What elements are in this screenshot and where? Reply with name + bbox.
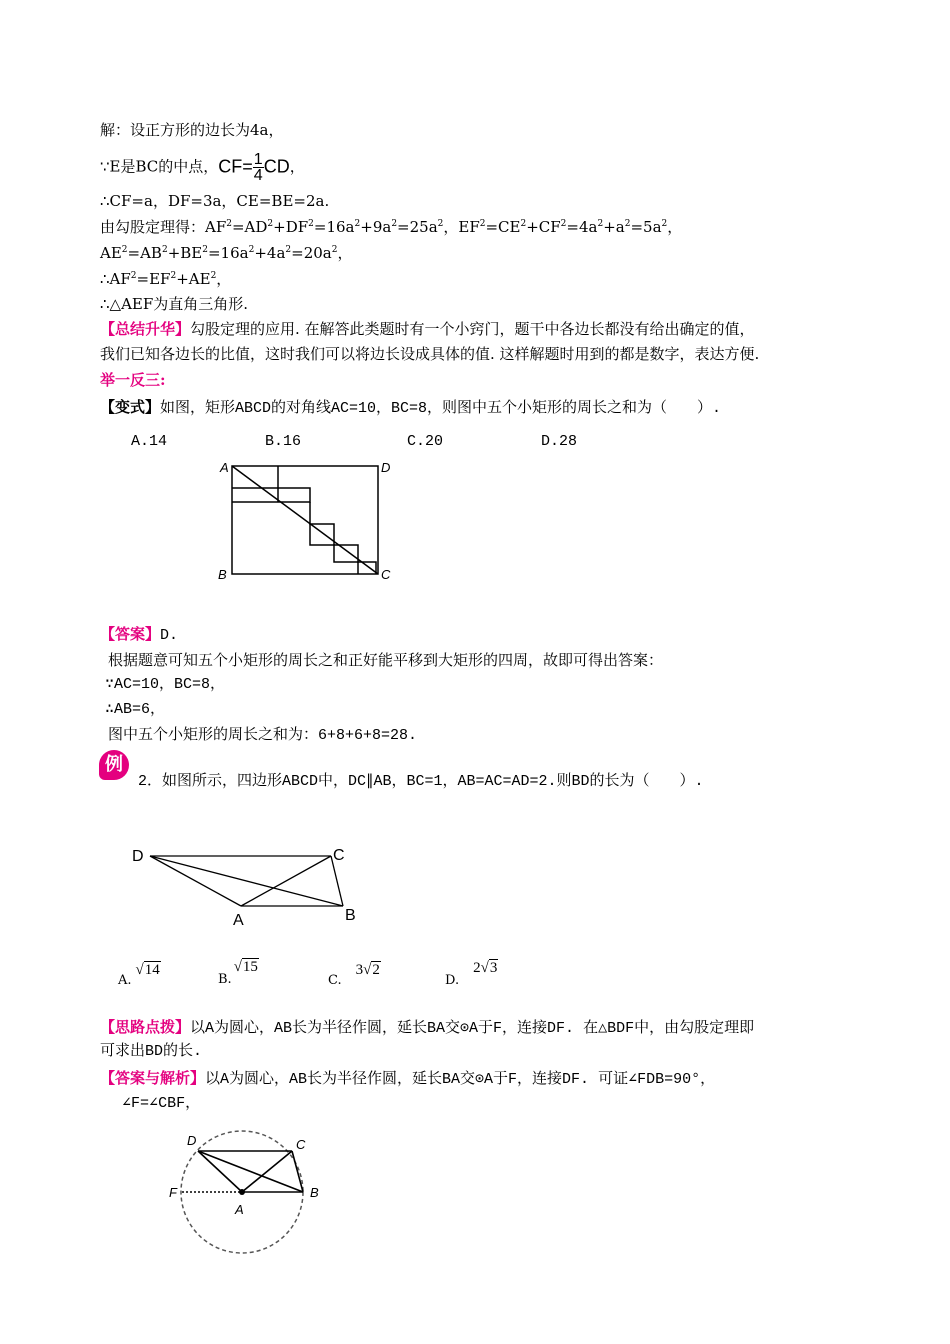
example2-option-d: [445, 958, 498, 988]
label-d: D: [187, 1133, 197, 1148]
example2-option-b: [218, 957, 259, 987]
t: =16a: [313, 218, 355, 236]
staircase: [310, 502, 376, 574]
summary-line-1: [100, 319, 755, 339]
example2-option-a: [118, 960, 161, 988]
practice-question: [100, 397, 721, 419]
fraction-denominator: 4: [253, 167, 263, 184]
cf-text: CF=: [218, 156, 253, 177]
sup: 2: [597, 219, 604, 229]
hint-line-1: [100, 1017, 754, 1039]
sup: 2: [520, 219, 527, 229]
radicand: 14: [144, 962, 160, 978]
example2-question: 2．如图所示，四边形ABCD中，DC∥AB，BC=1，AB=AC=AD=2.则BD的长为（ ）.: [138, 773, 704, 790]
label-c: C: [333, 847, 345, 864]
quadrilateral-figure: [125, 840, 370, 930]
answer-explain-1: 根据题意可知五个小矩形的周长之和正好能平移到大矩形的四周，故即可得出答案：: [108, 651, 664, 669]
label-a: A: [220, 460, 229, 475]
t: +BE: [167, 244, 203, 262]
sup: 2: [560, 219, 567, 229]
small-rect-1: [232, 466, 278, 488]
coefficient: 2: [473, 960, 481, 976]
label-b: B: [218, 567, 227, 582]
comma: ，: [289, 157, 305, 176]
t: AE: [100, 244, 122, 262]
option-b-label: B.: [218, 972, 232, 987]
solution-line-6: [100, 269, 231, 289]
t: +9a: [360, 218, 392, 236]
label-b: B: [345, 907, 356, 924]
analysis-line-2: ∠F=∠CBF，: [122, 1095, 201, 1112]
t: ∴AF: [100, 270, 131, 288]
summary-tag: 【总结升华】: [100, 320, 191, 338]
t: +a: [603, 218, 625, 236]
cf-formula: [218, 152, 289, 183]
solution-line-2: [100, 152, 305, 183]
solution-line-1: 解：设正方形的边长为4a，: [100, 121, 284, 139]
option-d-value: 2√3: [473, 960, 498, 976]
practice-heading: 举一反三:: [100, 371, 166, 389]
t: =25a: [397, 218, 438, 236]
radicand: 15: [242, 959, 258, 975]
t: =16a: [207, 244, 249, 262]
sup: 2: [267, 219, 274, 229]
sup: 2: [248, 245, 255, 255]
t: +4a: [254, 244, 286, 262]
hint-tag: 【思路点拨】: [100, 1018, 191, 1036]
segment-cb: [292, 1151, 303, 1192]
rectangle-figure: [210, 458, 400, 588]
answer-explain-3: ∴AB=6，: [105, 701, 166, 718]
label-f: F: [169, 1185, 177, 1200]
analysis-line-1: [100, 1068, 715, 1090]
sup: 2: [437, 219, 444, 229]
sup: 2: [331, 245, 338, 255]
label-c: C: [381, 567, 391, 582]
variant-tag: 【变式】: [100, 398, 161, 416]
hint-text-1: 以A为圆心，AB长为半径作圆，延长BA交⊙A于F，连接DF. 在△BDF中，由勾股定理即: [190, 1020, 755, 1037]
option-a-value: √14: [135, 962, 160, 978]
segment-db: [150, 856, 343, 906]
label-a: A: [235, 1202, 244, 1217]
coefficient: 3: [355, 962, 364, 978]
cd-text: CD: [263, 156, 290, 177]
fraction-numerator: 1: [253, 151, 263, 168]
answer-explain-4: 图中五个小矩形的周长之和为：6+8+6+8=28.: [108, 727, 418, 744]
sup: 2: [308, 219, 314, 229]
circle-figure: [160, 1125, 340, 1260]
analysis-text-1: 以A为圆心，AB长为半径作圆，延长BA交⊙A于F，连接DF. 可证∠FDB=90°，: [205, 1071, 716, 1088]
sup: 2: [210, 271, 217, 281]
sup: 2: [479, 219, 486, 229]
radicand: 2: [372, 962, 380, 978]
t: ，: [337, 244, 353, 262]
sup: 2: [121, 245, 128, 255]
segment-da: [150, 856, 241, 906]
answer-tag: 【答案】: [100, 625, 161, 643]
answer-value: D.: [160, 627, 179, 644]
option-b-value: √15: [233, 959, 258, 975]
t: +CF: [526, 218, 561, 236]
solution-line-3: ∴CF=a，DF=3a，CE=BE=2a.: [100, 192, 330, 210]
summary-line-2: 我们已知各边长的比值，这时我们可以将边长设成具体的值. 这样解题时用到的都是数字，表达方便.: [100, 345, 760, 363]
label-c: C: [296, 1137, 306, 1152]
sup: 2: [170, 271, 177, 281]
t: =AD: [231, 218, 268, 236]
segment-ac: [241, 856, 331, 906]
t: =EF: [136, 270, 171, 288]
sup: 2: [285, 245, 292, 255]
fraction: [253, 152, 264, 183]
label-b: B: [310, 1185, 319, 1200]
sup: 2: [391, 219, 398, 229]
option-c-value: 3√2: [355, 962, 380, 978]
sup: 2: [661, 219, 668, 229]
t: ，: [667, 218, 683, 236]
label-a: A: [233, 912, 244, 929]
label-d: D: [132, 848, 144, 865]
option-b: B.16: [265, 433, 302, 450]
solution-line-7: ∴△AEF为直角三角形.: [100, 295, 249, 313]
t: =AB: [127, 244, 162, 262]
solution-line-5: [100, 243, 352, 263]
t: =CE: [485, 218, 521, 236]
option-a: A.14: [131, 433, 168, 450]
diagonal-ac: [232, 466, 378, 574]
hint-line-2: 可求出BD的长.: [100, 1043, 203, 1060]
radicand: 3: [489, 960, 498, 976]
analysis-tag: 【答案与解析】: [100, 1069, 206, 1087]
option-c-label: C.: [328, 973, 342, 988]
sup: 2: [130, 271, 137, 281]
practice-question-text: 如图，矩形ABCD的对角线AC=10，BC=8，则图中五个小矩形的周长之和为（ ）.: [160, 400, 722, 417]
t: =4a: [566, 218, 598, 236]
sup: 2: [354, 219, 361, 229]
t: 由勾股定理得：AF: [100, 218, 227, 236]
option-d: D.28: [541, 433, 578, 450]
sup: 2: [226, 219, 232, 229]
solution-line-4: [100, 217, 682, 237]
t: =5a: [630, 218, 662, 236]
option-d-label: D.: [445, 973, 460, 988]
label-d: D: [381, 460, 391, 475]
t: +AE: [176, 270, 211, 288]
option-a-label: A.: [118, 973, 132, 988]
given-midpoint: ∵E是BC的中点，: [100, 157, 219, 176]
example2-option-c: [328, 960, 381, 988]
sup: 2: [202, 245, 208, 255]
t: =20a: [291, 244, 332, 262]
sup: 2: [624, 219, 631, 229]
segment-da: [198, 1151, 242, 1192]
summary-text-1: 勾股定理的应用. 在解答此类题时有一个小窍门，题干中各边长都没有给出确定的值，: [190, 320, 755, 338]
answer-explain-2: ∵AC=10，BC=8，: [105, 676, 226, 693]
sup: 2: [161, 245, 168, 255]
t: ，: [216, 270, 232, 288]
example-badge: 例: [99, 750, 129, 780]
t: ，EF: [443, 218, 480, 236]
t: +DF: [273, 218, 309, 236]
center-point: [239, 1189, 245, 1195]
answer-line: [100, 624, 178, 646]
option-c: C.20: [407, 433, 444, 450]
